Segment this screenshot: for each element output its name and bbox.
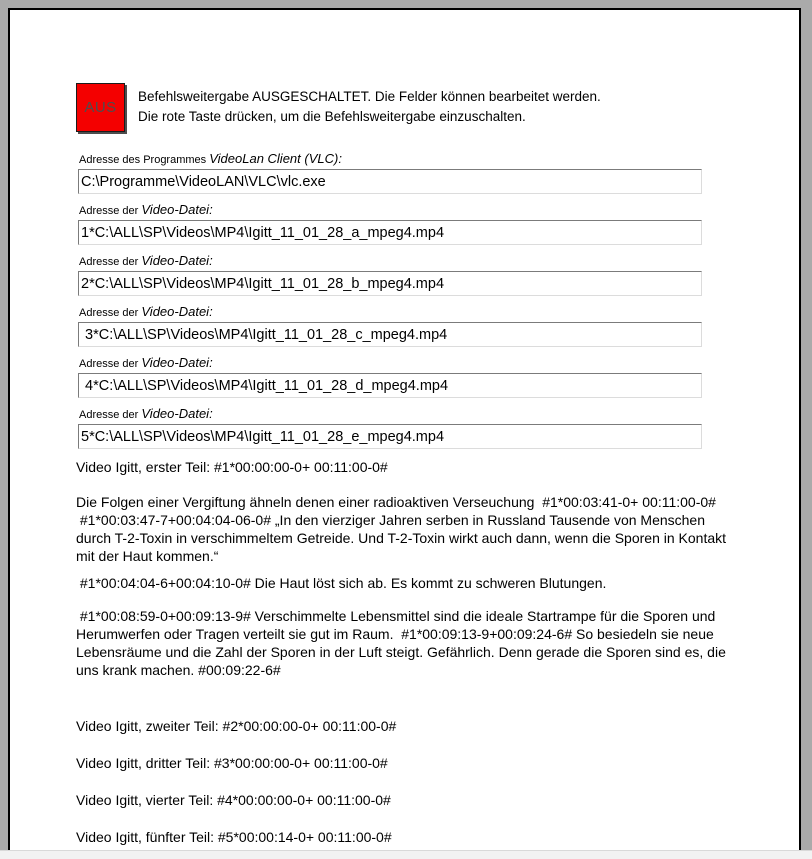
label-prefix: Adresse der	[79, 307, 142, 319]
document-content	[76, 83, 740, 846]
video-part-2-line: Video Igitt, zweiter Teil: #2*00:00:00-0+ 00:11:00-0#	[76, 718, 397, 734]
label-prefix: Adresse der	[79, 409, 142, 421]
video-part-1-line: Video Igitt, erster Teil: #1*00:00:00-0+ 00:11:00-0#	[76, 459, 388, 475]
program-address-input[interactable]	[78, 169, 702, 194]
label-video-file: Video-Datei:	[141, 355, 213, 370]
label-video-file: Video-Datei:	[141, 304, 213, 319]
label-program-name: VideoLan Client (VLC):	[209, 151, 342, 166]
video-file-input-3[interactable]	[78, 322, 702, 347]
address-fields	[76, 152, 740, 449]
video-file-label-5	[79, 407, 740, 422]
banner-message-line1: Befehlsweitergabe AUSGESCHALTET. Die Felder können bearbeitet werden.	[138, 89, 601, 104]
script-text	[76, 458, 740, 846]
horizontal-scrollbar-track[interactable]	[0, 850, 812, 859]
video-part-3-line: Video Igitt, dritter Teil: #3*00:00:00-0+ 00:11:00-0#	[76, 755, 388, 771]
video-file-input-4[interactable]	[78, 373, 702, 398]
video-part-4-line: Video Igitt, vierter Teil: #4*00:00:00-0+ 00:11:00-0#	[76, 792, 391, 808]
video-file-input-5[interactable]	[78, 424, 702, 449]
script-paragraph: #1*00:08:59-0+00:09:13-9# Verschimmelte Lebensmittel sind die ideale Startrampe für die Sporen und Herumwerfen oder Tragen verteilt sie gut im Raum. #1*00:09:13-9+00:09:24-6# So besiedeln sie neue Lebensräume und die Zahl der Sporen in der Luft steigt. Gefährlich. Denn gerade die Sporen sind es, die uns krank machen. #00:09:22-6#	[76, 608, 730, 678]
video-file-label-4	[79, 356, 740, 371]
video-part-5-line: Video Igitt, fünfter Teil: #5*00:00:14-0+ 00:11:00-0#	[76, 829, 392, 845]
video-file-label-1	[79, 203, 740, 218]
command-forwarding-banner	[76, 83, 740, 132]
banner-message	[138, 83, 601, 127]
label-prefix: Adresse der	[79, 358, 142, 370]
video-file-input-1[interactable]	[78, 220, 702, 245]
label-video-file: Video-Datei:	[141, 202, 213, 217]
document-page	[8, 8, 801, 852]
program-address-group	[76, 152, 740, 194]
video-file-label-2	[79, 254, 740, 269]
banner-message-line2: Die rote Taste drücken, um die Befehlsweitergabe einzuschalten.	[138, 109, 526, 124]
video-file-label-3	[79, 305, 740, 320]
label-prefix: Adresse des Programmes	[79, 154, 210, 166]
script-paragraph: #1*00:04:04-6+00:04:10-0# Die Haut löst sich ab. Es kommt zu schweren Blutungen.	[76, 575, 607, 591]
script-paragraph: Die Folgen einer Vergiftung ähneln denen einer radioaktiven Verseuchung #1*00:03:41-0+ 00:11:00-0#	[76, 494, 716, 510]
label-video-file: Video-Datei:	[141, 406, 213, 421]
script-paragraph: #1*00:03:47-7+00:04:04-06-0# „In den vierziger Jahren serben in Russland Tausende von Menschen durch T-2-Toxin in verschimmeltem Getreide. Und T-2-Toxin wirkt auch dann, wenn die Sporen in Kontakt mit der Haut kommen.“	[76, 512, 730, 564]
program-address-label	[79, 152, 740, 167]
video-file-group-1	[76, 203, 740, 245]
video-file-group-2	[76, 254, 740, 296]
video-file-group-3	[76, 305, 740, 347]
toggle-command-forwarding-button[interactable]: AUS	[76, 83, 125, 132]
video-file-group-5	[76, 407, 740, 449]
label-prefix: Adresse der	[79, 205, 142, 217]
video-file-group-4	[76, 356, 740, 398]
video-file-input-2[interactable]	[78, 271, 702, 296]
label-prefix: Adresse der	[79, 256, 142, 268]
label-video-file: Video-Datei:	[141, 253, 213, 268]
